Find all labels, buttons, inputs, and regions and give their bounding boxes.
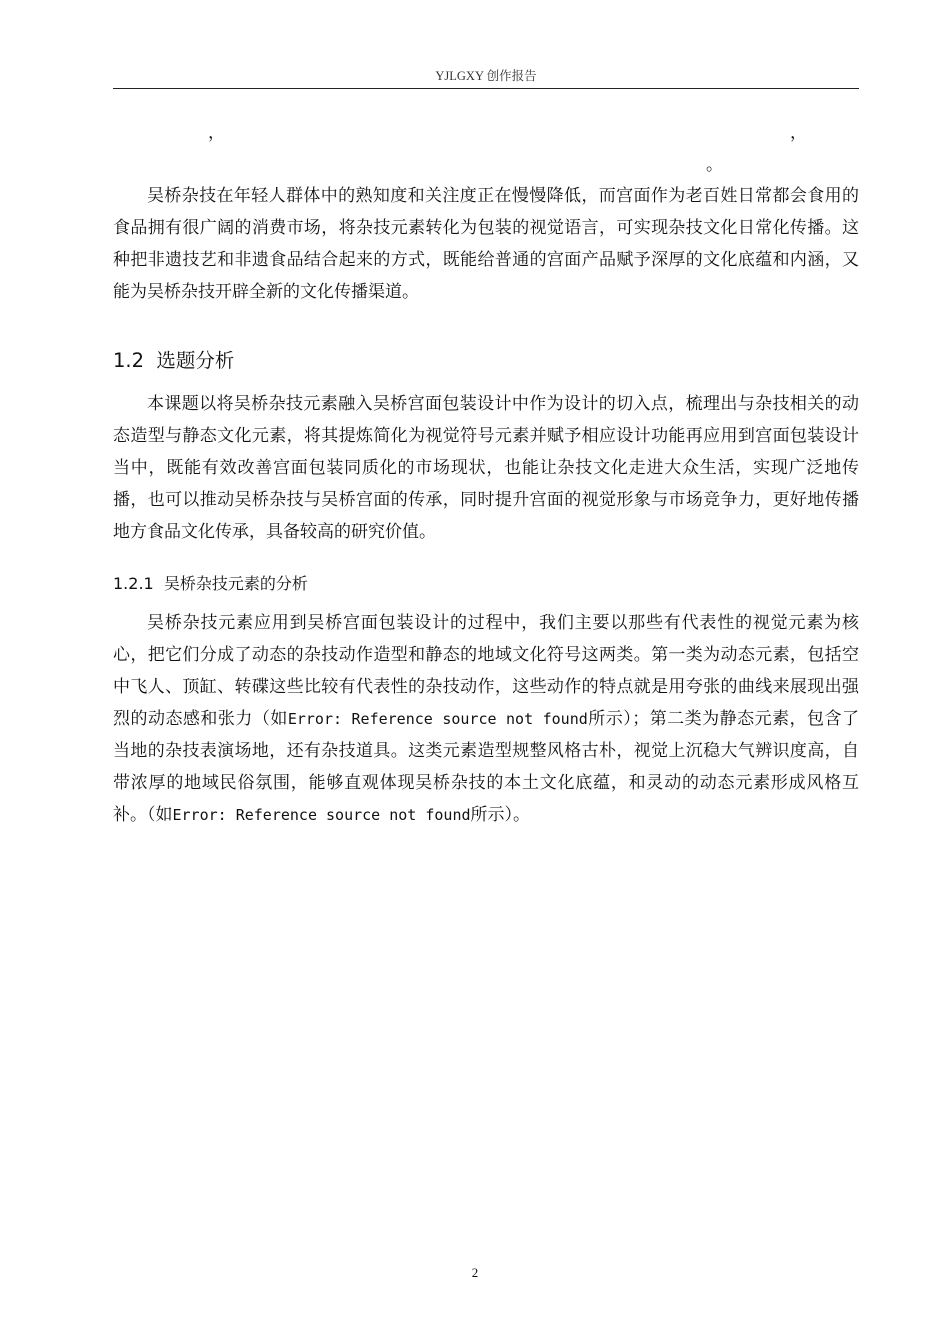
paragraph-element-analysis — [113, 607, 859, 831]
stray-comma-left: ， — [208, 123, 225, 143]
page-header: YJLGXY 创作报告 — [435, 69, 537, 83]
paragraph-topic-analysis: 本课题以将吴桥杂技元素融入吴桥宫面包装设计中作为设计的切入点，梳理出与杂技相关的动态造型与静态文化元素，将其提炼简化为视觉符号元素并赋予相应设计功能再应用到宫面包装设计当中，既能有效改善宫面包装同质化的市场现状，也能让杂技文化走进大众生活，实现广泛地传播，也可以推动吴桥杂技与吴桥宫面的传承，同时提升宫面的视觉形象与市场竞争力，更好地传播地方食品文化传承，具备较高的研究价值。 — [113, 394, 859, 542]
section-heading-1-2 — [113, 345, 234, 373]
subsection-title: 吴桥杂技元素的分析 — [163, 574, 308, 593]
section-number: 1.2 — [113, 349, 145, 372]
element-analysis-text-c: 所示）。 — [470, 805, 531, 825]
element-analysis-text-a: 吴桥杂技元素应用到吴桥宫面包装设计的过程中，我们主要以那些有代表性的视觉元素为核心，把它们分成了动态的杂技动作造型和静态的地域文化符号这两类。第一类为动态元素，包括空中飞人、顶缸、转碟这些比较有代表性的杂技动作，这些动作的特点就是用夸张的曲线来展现出强烈的动态感和张力（如 — [113, 613, 859, 729]
stray-period: 。 — [706, 155, 723, 175]
element-analysis-text-b: 所示）；第二类为静态元素，包含了当地的杂技表演场地，还有杂技道具。这类元素造型规整风格古朴，视觉上沉稳大气辨识度高，自带浓厚的地域民俗氛围，能够直观体现吴桥杂技的本土文化底蕴，和灵动的动态元素形成风格互补。（如 — [113, 709, 860, 825]
section-title: 选题分析 — [156, 349, 235, 372]
header-divider — [113, 88, 859, 89]
subsection-number: 1.2.1 — [113, 574, 154, 593]
page-number: 2 — [471, 1265, 479, 1280]
broken-figure-reference: Error: Reference source not found — [287, 710, 588, 728]
stray-comma-right: ， — [790, 123, 807, 143]
paragraph-intro: 吴桥杂技在年轻人群体中的熟知度和关注度正在慢慢降低，而宫面作为老百姓日常都会食用的食品拥有很广阔的消费市场，将杂技元素转化为包装的视觉语言，可实现杂技文化日常化传播。这种把非遗技艺和非遗食品结合起来的方式，既能给普通的宫面产品赋予深厚的文化底蕴和内涵，又能为吴桥杂技开辟全新的文化传播渠道。 — [113, 186, 859, 302]
subsection-heading-1-2-1 — [113, 571, 308, 594]
broken-figure-reference: Error: Reference source not found — [172, 806, 471, 824]
